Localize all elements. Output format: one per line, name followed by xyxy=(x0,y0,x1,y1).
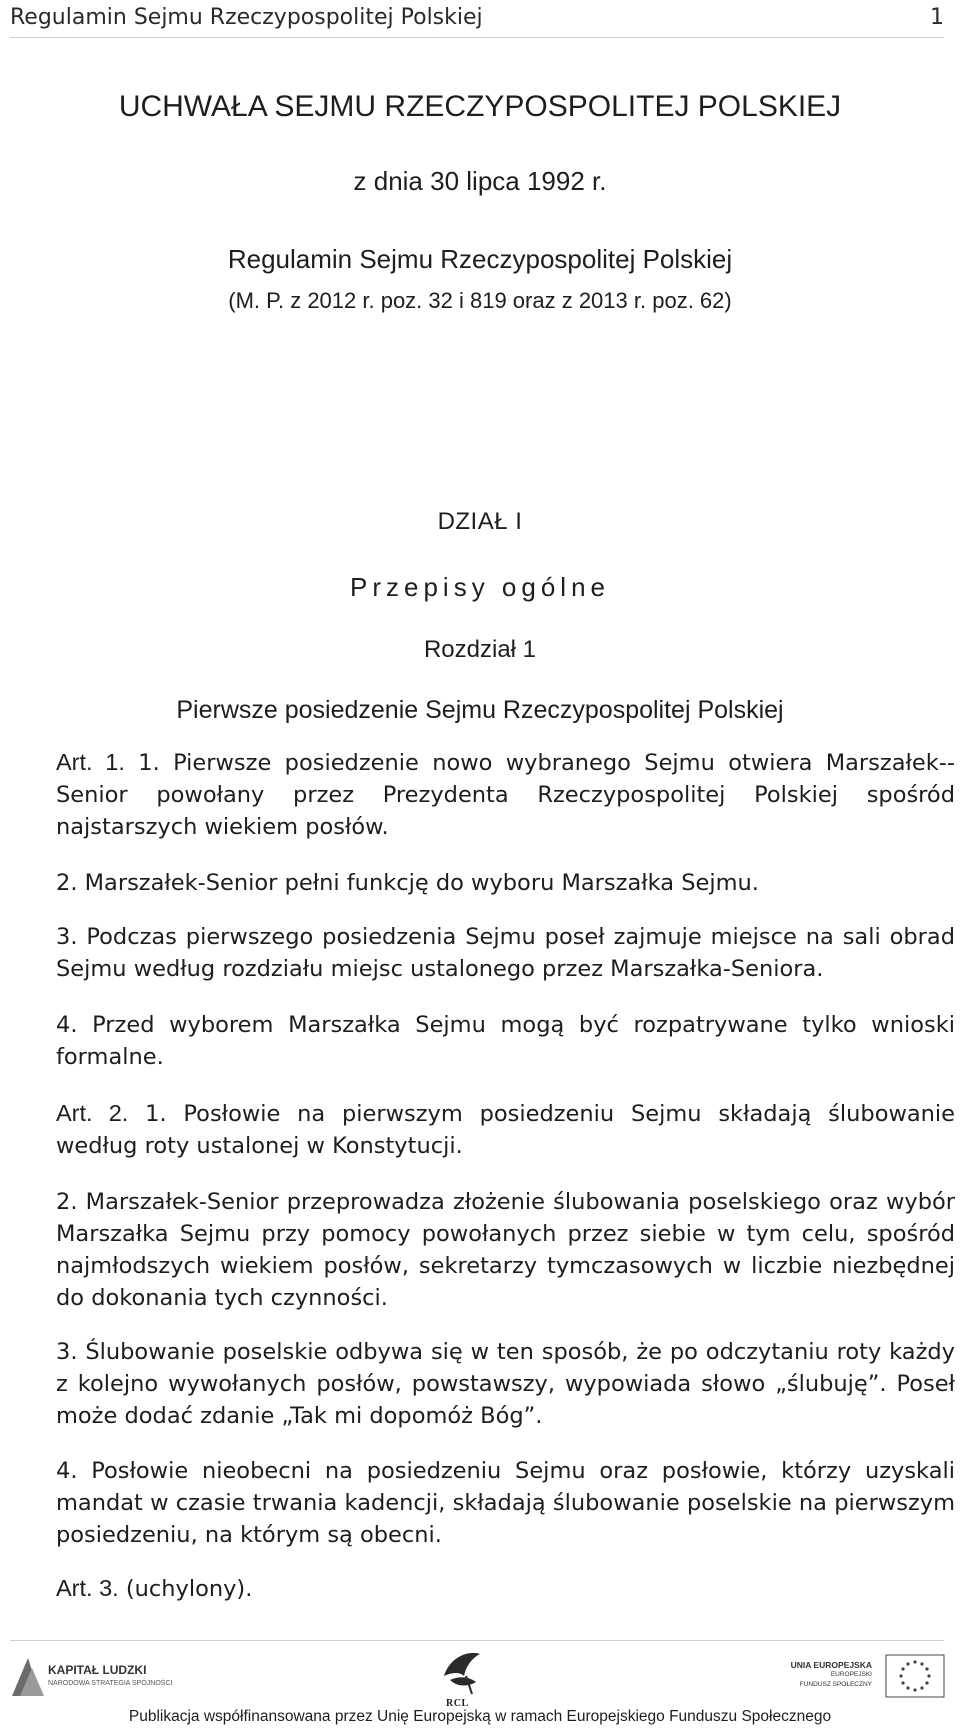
cofinancing-note: Publikacja współfinansowana przez Unię Europejską w ramach Europejskiego Funduszu Społecznego xyxy=(128,1708,832,1725)
chapter-title: Pierwsze posiedzenie Sejmu Rzeczypospolitej Polskiej xyxy=(176,696,784,724)
kapital-ludzki-subtitle: NARODOWA STRATEGIA SPÓJNOŚCI xyxy=(48,1680,173,1687)
document-title: UCHWAŁA SEJMU RZECZYPOSPOLITEJ POLSKIEJ xyxy=(118,90,842,123)
article-paragraph xyxy=(10,1097,955,1162)
document-date: z dnia 30 lipca 1992 r. xyxy=(353,166,607,196)
paragraph-text: 3. Ślubowanie poselskie odbywa się w ten sposób, że po odczytaniu roty każdy z kolejno wywołanych posłów, powstawszy, wypowiada słowo „ślubuję”. Poseł może dodać zdanie „Tak mi dopomóż Bóg”. xyxy=(56,1339,955,1429)
eu-subtitle-1: EUROPEJSKI xyxy=(830,1671,872,1678)
article-paragraph xyxy=(10,920,955,985)
running-header xyxy=(10,2,944,32)
paragraph-text: 4. Posłowie nieobecni na posiedzeniu Sejmu oraz posłowie, którzy uzyskali mandat w czasie trwania kadencji, składają ślubowanie poselskie na pierwszym posiedzeniu, na którym są obecni. xyxy=(56,1458,955,1548)
running-title: Regulamin Sejmu Rzeczypospolitej Polskiej xyxy=(10,4,483,30)
article-paragraph xyxy=(10,1335,955,1432)
eu-label xyxy=(760,1660,872,1690)
article-paragraph xyxy=(10,1454,955,1551)
article-label: Art. 1. xyxy=(56,749,125,775)
paragraph-text: 2. Marszałek-Senior pełni funkcję do wyboru Marszałka Sejmu. xyxy=(56,870,759,896)
kapital-ludzki-title: KAPITAŁ LUDZKI xyxy=(48,1663,147,1677)
article-paragraph xyxy=(10,746,955,843)
header-divider xyxy=(10,37,944,38)
paragraph-text: (uchylony). xyxy=(118,1576,253,1602)
paragraph-text: 3. Podczas pierwszego posiedzenia Sejmu poseł zajmuje miejsce na sali obrad Sejmu według rozdziału miejsc ustalonego przez Marszałka-Seniora. xyxy=(56,924,955,982)
eu-subtitle-2: FUNDUSZ SPOŁECZNY xyxy=(799,1681,872,1688)
article-paragraph xyxy=(10,866,955,899)
article-label: Art. 3. xyxy=(56,1575,119,1601)
article-paragraph xyxy=(10,1572,955,1605)
document-name: Regulamin Sejmu Rzeczypospolitej Polskiej xyxy=(227,244,733,274)
footer-divider xyxy=(10,1640,944,1641)
eu-title: UNIA EUROPEJSKA xyxy=(790,1660,872,1670)
article-paragraph xyxy=(10,1008,955,1073)
paragraph-text: 1. Posłowie na pierwszym posiedzeniu Sejmu składają ślubowanie według roty ustalonej w Konstytucji. xyxy=(56,1101,955,1159)
section-heading: DZIAŁ I xyxy=(437,508,523,535)
article-paragraph xyxy=(10,1185,955,1314)
rcl-label: RCL xyxy=(446,1698,469,1709)
eu-flag-icon xyxy=(885,1654,945,1698)
paragraph-text: 2. Marszałek-Senior przeprowadza złożenie ślubowania poselskiego oraz wybór Marszałka Sejmu przy pomocy powołanych przez siebie w tym celu, spośród najmłodszych wiekiem posłów, sekretarzy tymczasowych w liczbie niezbędnej do dokonania tych czynności. xyxy=(56,1189,955,1311)
rcl-emblem-icon xyxy=(436,1646,492,1706)
article-label: Art. 2. xyxy=(56,1100,129,1126)
page-number: 1 xyxy=(930,4,944,30)
paragraph-text: 4. Przed wyborem Marszałka Sejmu mogą być rozpatrywane tylko wnioski formalne. xyxy=(56,1012,955,1070)
section-title: Przepisy ogólne xyxy=(350,572,610,602)
chapter-heading: Rozdział 1 xyxy=(423,636,537,663)
paragraph-text: 1. Pierwsze posiedzenie nowo wybranego Sejmu otwiera Marszałek--Senior powołany przez Prezydenta Rzeczypospolitej Polskiej spośród najstarszych wiekiem posłów. xyxy=(56,750,955,840)
publication-references: (M. P. z 2012 r. poz. 32 i 819 oraz z 2013 r. poz. 62) xyxy=(228,288,732,313)
